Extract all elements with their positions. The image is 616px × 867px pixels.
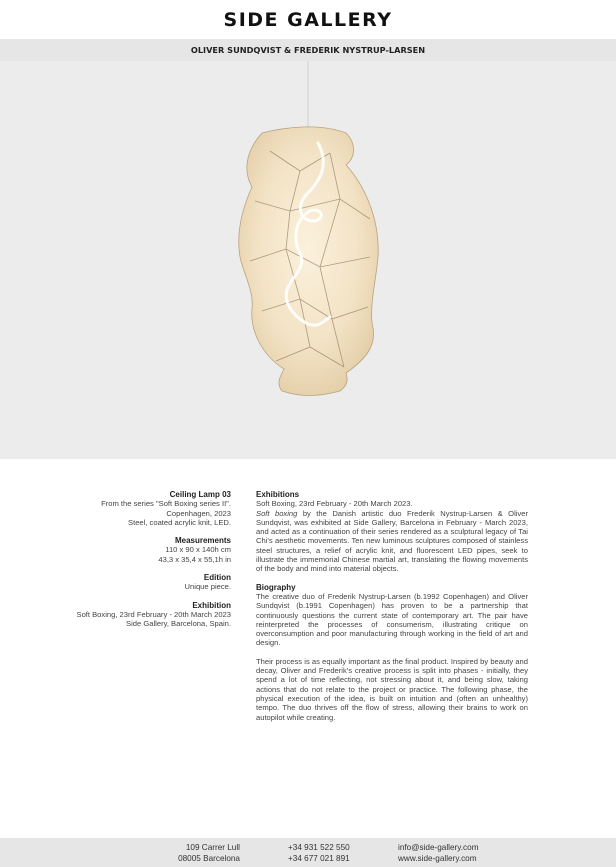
artist-names: OLIVER SUNDQVIST & FREDERIK NYSTRUP-LARSEN: [190, 45, 426, 55]
edition-heading: Edition: [203, 573, 231, 583]
website-link[interactable]: www.side-gallery.com: [398, 854, 477, 863]
gallery-brand: SIDE GALLERY: [0, 0, 616, 39]
exhibitions-heading: Exhibitions: [256, 490, 300, 499]
biography-heading: Biography: [256, 582, 296, 592]
artwork-photo: [0, 61, 616, 459]
contact-footer: [0, 838, 616, 867]
exhibitions-italic-lead: Soft boxing: [256, 508, 298, 518]
edition-value: Unique piece.: [184, 582, 231, 592]
address-line-2: 08005 Barcelona: [178, 854, 240, 863]
exhibitions-text: by the Danish artistic duo Frederik Nystrup-Larsen & Oliver Sundqvist, was exhibited at Side Gallery, Barcelona in February - March 2023, and acted as a continuation of their series rendered as a sculptural legacy of Tai Chi's aesthetic movements. Ten new luminous sculptures composed of stainless steel structures, a relief of acrylic knit, and fluorescent LED pipes, seek to illustrate the immemorial Chinese martial art, translating the flowing movements of the body and mind into material objects.: [256, 508, 528, 574]
exhibition-line-2: Side Gallery, Barcelona, Spain.: [126, 619, 231, 629]
email-link[interactable]: info@side-gallery.com: [398, 843, 479, 852]
description-column: [256, 490, 528, 722]
measurements-in: 43,3 x 35,4 x 55,1h in: [158, 554, 231, 564]
exhibitions-body: [256, 509, 528, 574]
measurements-cm: 110 x 90 x 140h cm: [165, 545, 231, 555]
biography-paragraph-1: The creative duo of Frederik Nystrup-Larsen (b.1992 Copenhagen) and Oliver Sundqvist (b.1991 Copenhagen) has proven to be a partnership that continuously questions the current state of contemporary art. The pair have reinterpreted the processes of consumerism, illustrating critique on overconsumption and poor manufacturing through working in the field of art and design.: [256, 591, 528, 648]
measurements-heading: Measurements: [174, 536, 231, 546]
exhibition-heading: Exhibition: [192, 600, 231, 610]
exhibitions-line: Soft Boxing, 23rd February - 20th March 2023.: [256, 499, 413, 509]
address-line-1: 109 Carrer Lull: [185, 843, 240, 852]
footer-online: [398, 842, 479, 864]
phone-2[interactable]: +34 677 021 891: [288, 854, 350, 863]
footer-phones: [288, 842, 350, 864]
artwork-place-year: Copenhagen, 2023: [166, 508, 231, 518]
exhibition-line-1: Soft Boxing, 23rd February - 20th March 2023: [76, 609, 231, 619]
ceiling-lamp-image: [0, 61, 616, 459]
artwork-series: From the series "Soft Boxing series II".: [101, 499, 231, 509]
artwork-materials: Steel, coated acrylic knit, LED.: [128, 517, 231, 527]
artist-names-bar: [0, 39, 616, 61]
artwork-title: Ceiling Lamp 03: [169, 490, 231, 499]
footer-address: [178, 842, 240, 864]
phone-1[interactable]: +34 931 522 550: [288, 843, 350, 852]
biography-paragraph-2: Their process is as equally important as the final product. Inspired by beauty and decay, Oliver and Frederik's creative process is split into phases - initially, they spend a lot of time reflecting, not stressing about it, and being slow, taking actions that do not relate to the project or practice. The following phase, the physical execution of the idea, is built on intuition and (often an unhealthy) tempo. The duo thrives off the flow of stress, allowing their brains to work on autopilot while creating.: [256, 656, 528, 722]
artwork-details: [31, 490, 231, 629]
